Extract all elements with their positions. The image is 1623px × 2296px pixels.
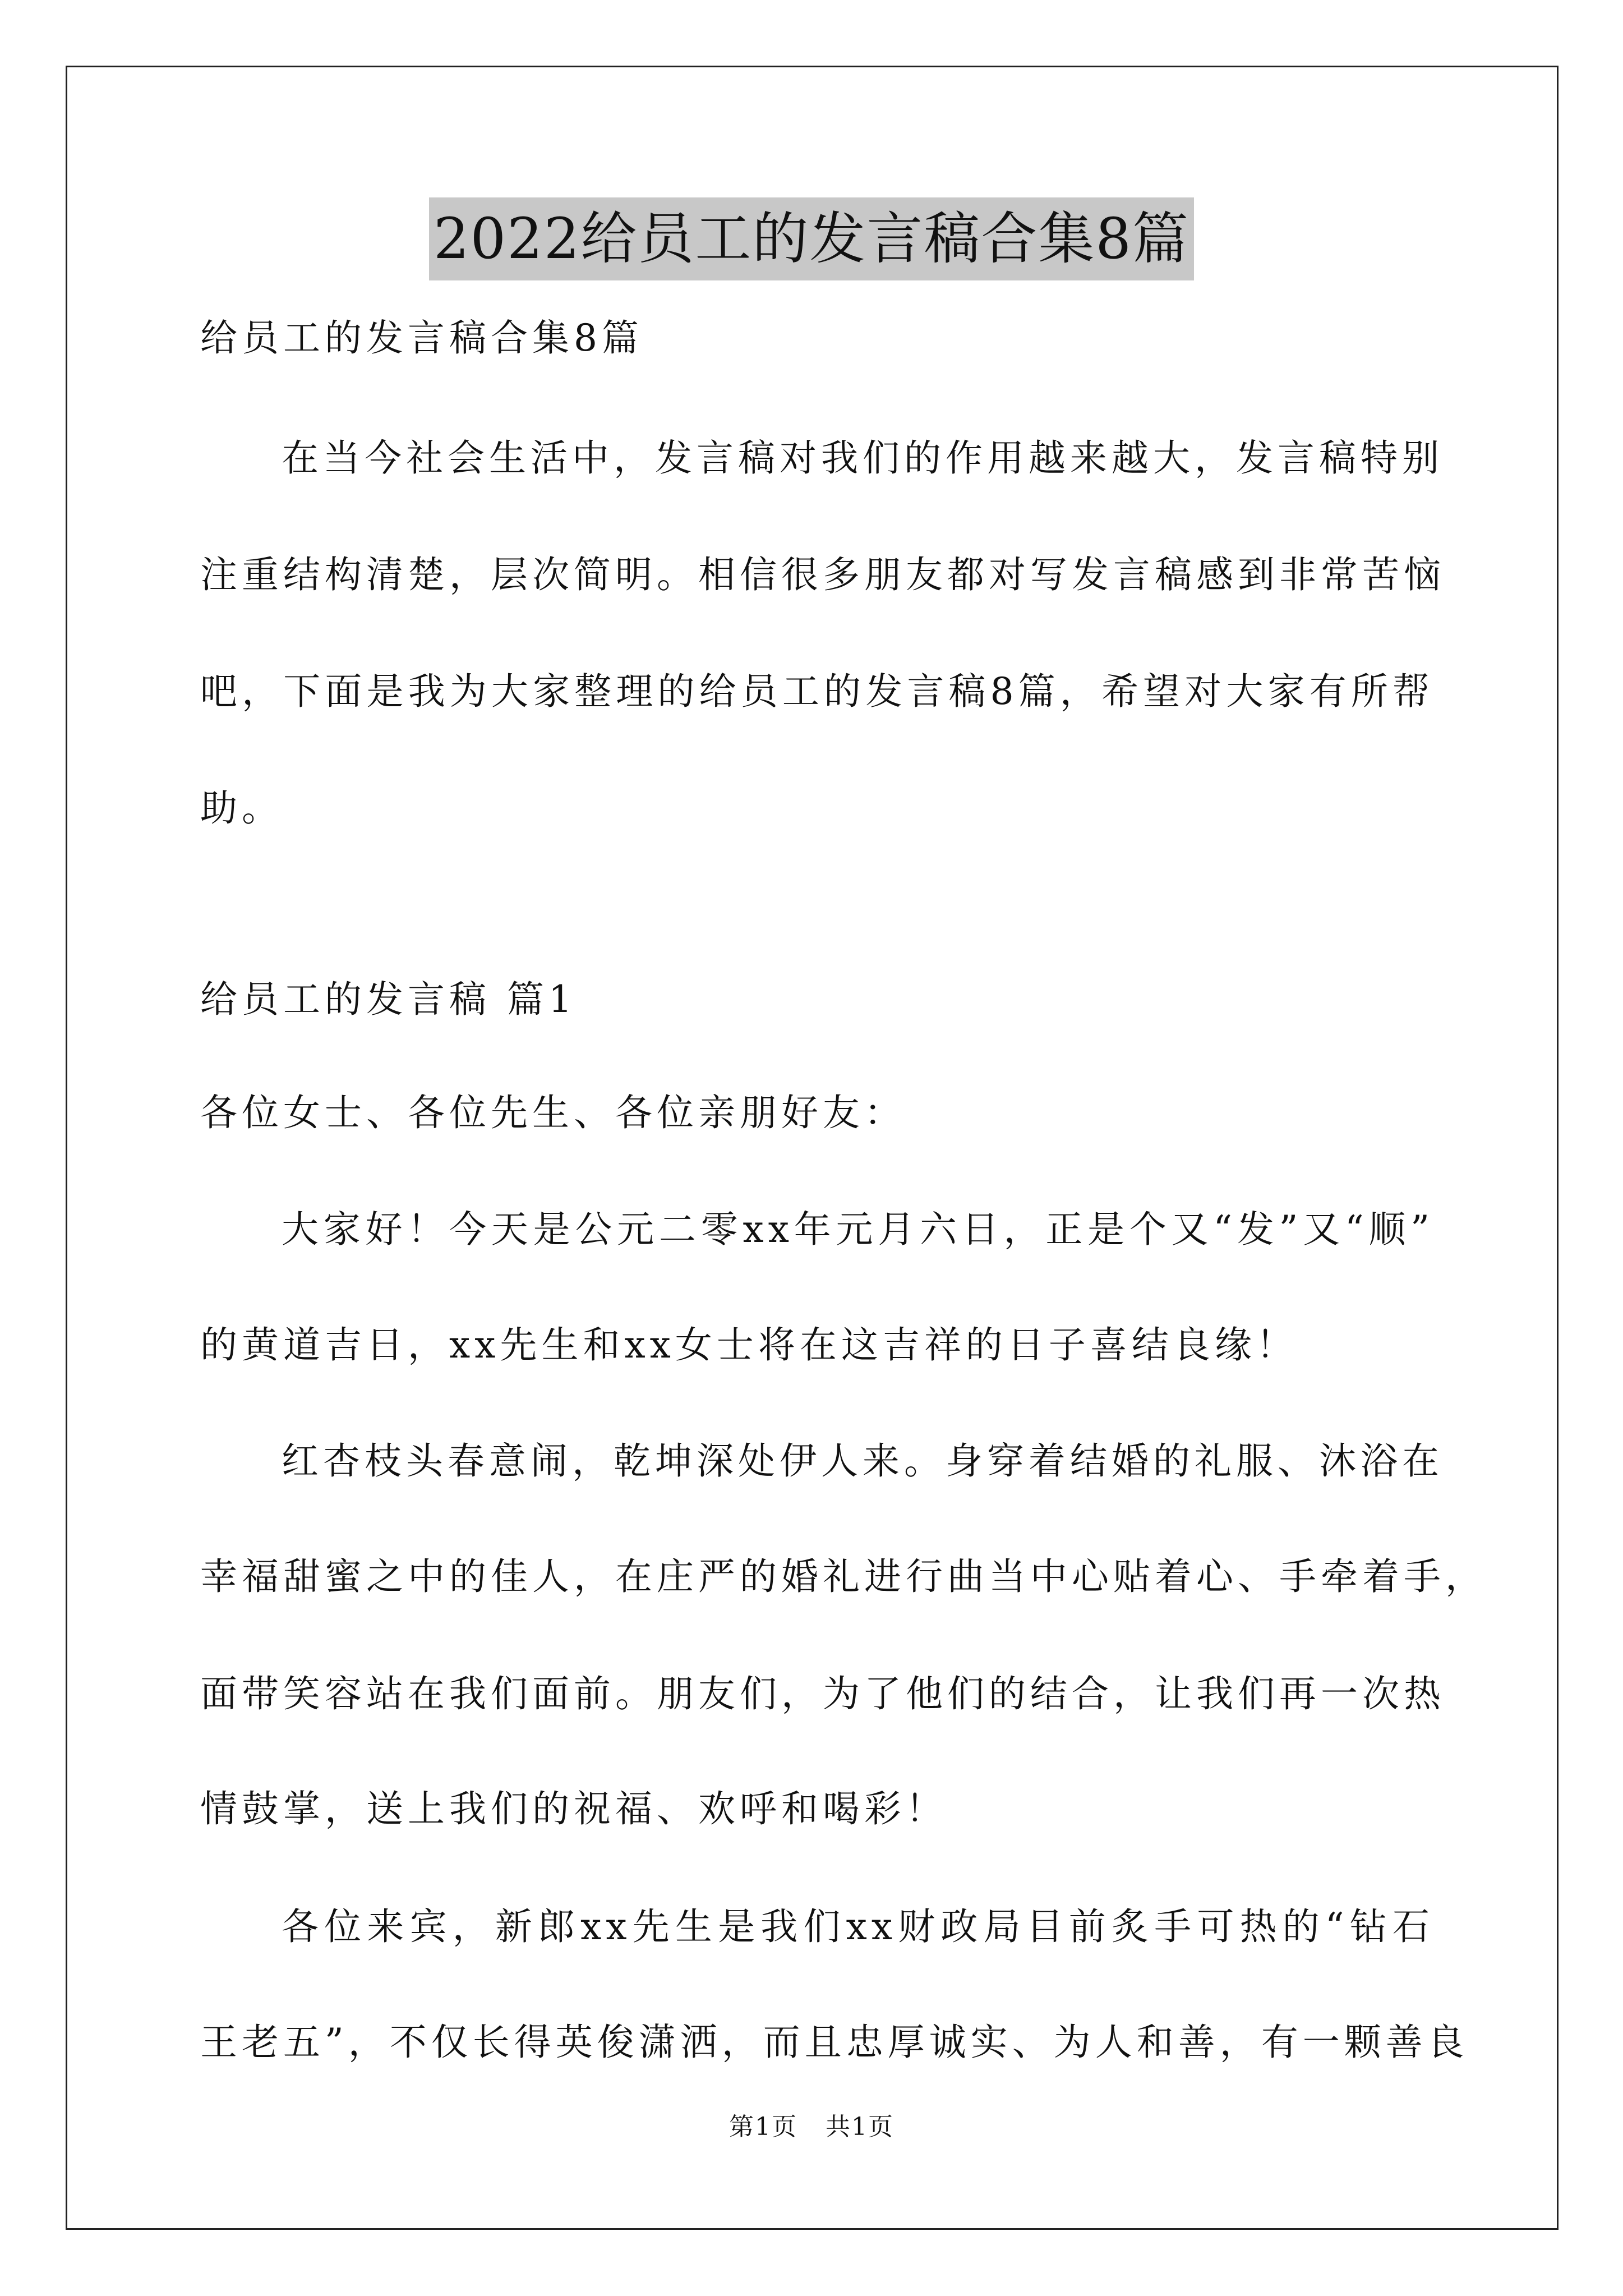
- paragraph-line: 王老五”，不仅长得英俊潇洒，而且忠厚诚实、为人和善，有一颗善良: [200, 2021, 1469, 2064]
- paragraph-line: 助。: [200, 786, 283, 830]
- paragraph-line: 红杏枝头春意闹，乾坤深处伊人来。身穿着结婚的礼服、沐浴在: [282, 1439, 1444, 1483]
- paragraph-line: 在当今社会生活中，发言稿对我们的作用越来越大，发言稿特别: [282, 436, 1444, 480]
- paragraph-line: 注重结构清楚，层次简明。相信很多朋友都对写发言稿感到非常苦恼: [200, 553, 1445, 596]
- page-number-current: 第1页: [729, 2113, 797, 2141]
- paragraph-line: 各位来宾，新郎xx先生是我们xx财政局目前炙手可热的“钻石: [282, 1905, 1434, 1948]
- paragraph-line: 幸福甜蜜之中的佳人，在庄严的婚礼进行曲当中心贴着心、手牵着手，: [200, 1555, 1487, 1598]
- paragraph-line: 情鼓掌，送上我们的祝福、欢呼和喝彩！: [200, 1787, 947, 1830]
- title-container: [0, 197, 1623, 280]
- subtitle-line: 给员工的发言稿合集8篇: [200, 316, 643, 360]
- salutation-line: 各位女士、各位先生、各位亲朋好友：: [200, 1091, 906, 1134]
- page-number-total: 共1页: [826, 2113, 894, 2141]
- page-footer: [0, 2110, 1623, 2144]
- document-title: 2022给员工的发言稿合集8篇: [429, 197, 1194, 280]
- paragraph-line: 的黄道吉日，xx先生和xx女士将在这吉祥的日子喜结良缘！: [200, 1323, 1298, 1366]
- paragraph-line: 吧，下面是我为大家整理的给员工的发言稿8篇，希望对大家有所帮: [200, 670, 1434, 713]
- paragraph-line: 大家好！今天是公元二零xx年元月六日，正是个又“发”又“顺”: [282, 1208, 1434, 1251]
- section-heading: 给员工的发言稿 篇1: [200, 978, 577, 1021]
- paragraph-line: 面带笑容站在我们面前。朋友们，为了他们的结合，让我们再一次热: [200, 1672, 1445, 1715]
